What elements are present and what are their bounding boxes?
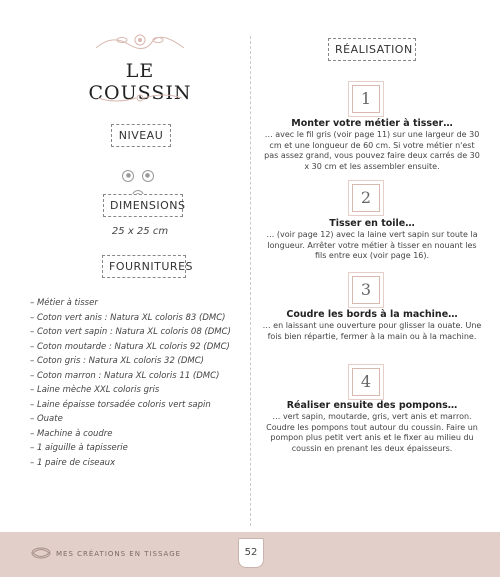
list-item: – Coton marron : Natura XL coloris 11 (DMC) [30,370,220,381]
footer-brand: MES CRÉATIONS EN TISSAGE [56,550,182,558]
dimensions-heading: DIMENSIONS [103,194,183,217]
list-item: – Laine épaisse torsadée coloris vert sapin [30,399,211,410]
step-number-3: 3 [352,276,380,304]
floral-ornament-icon [92,90,188,106]
step-number-1: 1 [352,85,380,113]
list-item: – 1 paire de ciseaux [30,457,116,468]
step-text-2: … (voir page 12) avec la laine vert sapin sur toute la longueur. Arrêter votre métier à tisser en nouant les fils entre eux (voir page 16). [266,230,478,260]
dimensions-value: 25 x 25 cm [111,226,169,237]
list-item: – Laine mèche XXL coloris gris [30,385,160,395]
floral-ornament-top [92,28,188,54]
fournitures-heading: FOURNITURES [102,255,186,278]
yarn-ball-icon: ● [122,170,134,182]
list-item: – Ouate [30,414,63,424]
center-divider [250,36,251,526]
list-item: – Coton moutarde : Natura XL coloris 92 (DMC) [30,341,230,352]
step-number-2: 2 [352,184,380,212]
step-number-4: 4 [352,368,380,396]
list-item: – Coton vert sapin : Natura XL coloris 08 (DMC) [30,327,231,337]
yarn-ball-icon [30,546,52,560]
step-text-3: … en laissant une ouverture pour glisser la ouate. Une fois bien répartie, fermer à la main ou à la machine. [262,321,482,341]
list-item: – Métier à tisser [30,298,98,308]
list-item: – Machine à coudre [30,428,113,439]
step-title-4: Réaliser ensuite des pompons… [286,400,458,411]
realisation-heading: RÉALISATION [328,38,416,61]
list-item: – Coton vert anis : Natura XL coloris 83 (DMC) [30,312,226,323]
step-title-2: Tisser en toile… [329,218,415,229]
yarn-ball-icon: ● [142,170,154,182]
floral-ornament-icon [92,28,188,54]
list-item: – 1 aiguille à tapisserie [30,443,128,453]
niveau-heading: NIVEAU [111,124,171,147]
page-number: 52 [238,538,264,568]
page-title: LE COUSSIN [88,60,192,104]
step-text-1: … avec le fil gris (voir page 11) sur une largeur de 30 cm et une longueur de 60 cm. Si votre métier n'est pas assez grand, vous pouvez faire deux carrés de 30 x 30 cm et les assembler ensuite. [264,130,480,171]
step-title-3: Coudre les bords à la machine… [286,309,458,320]
supplies-list [30,296,240,470]
step-title-1: Monter votre métier à tisser… [291,118,453,129]
floral-ornament-bottom [92,90,188,106]
list-item: – Coton gris : Natura XL coloris 32 (DMC) [30,356,204,366]
step-text-4: … vert sapin, moutarde, gris, vert anis et marron. Coudre les pompons tout autour du coussin. Faire un pompon plus petit vert anis et le fixer au milieu du coussin en prenant les deux épaisseurs. [266,412,478,453]
